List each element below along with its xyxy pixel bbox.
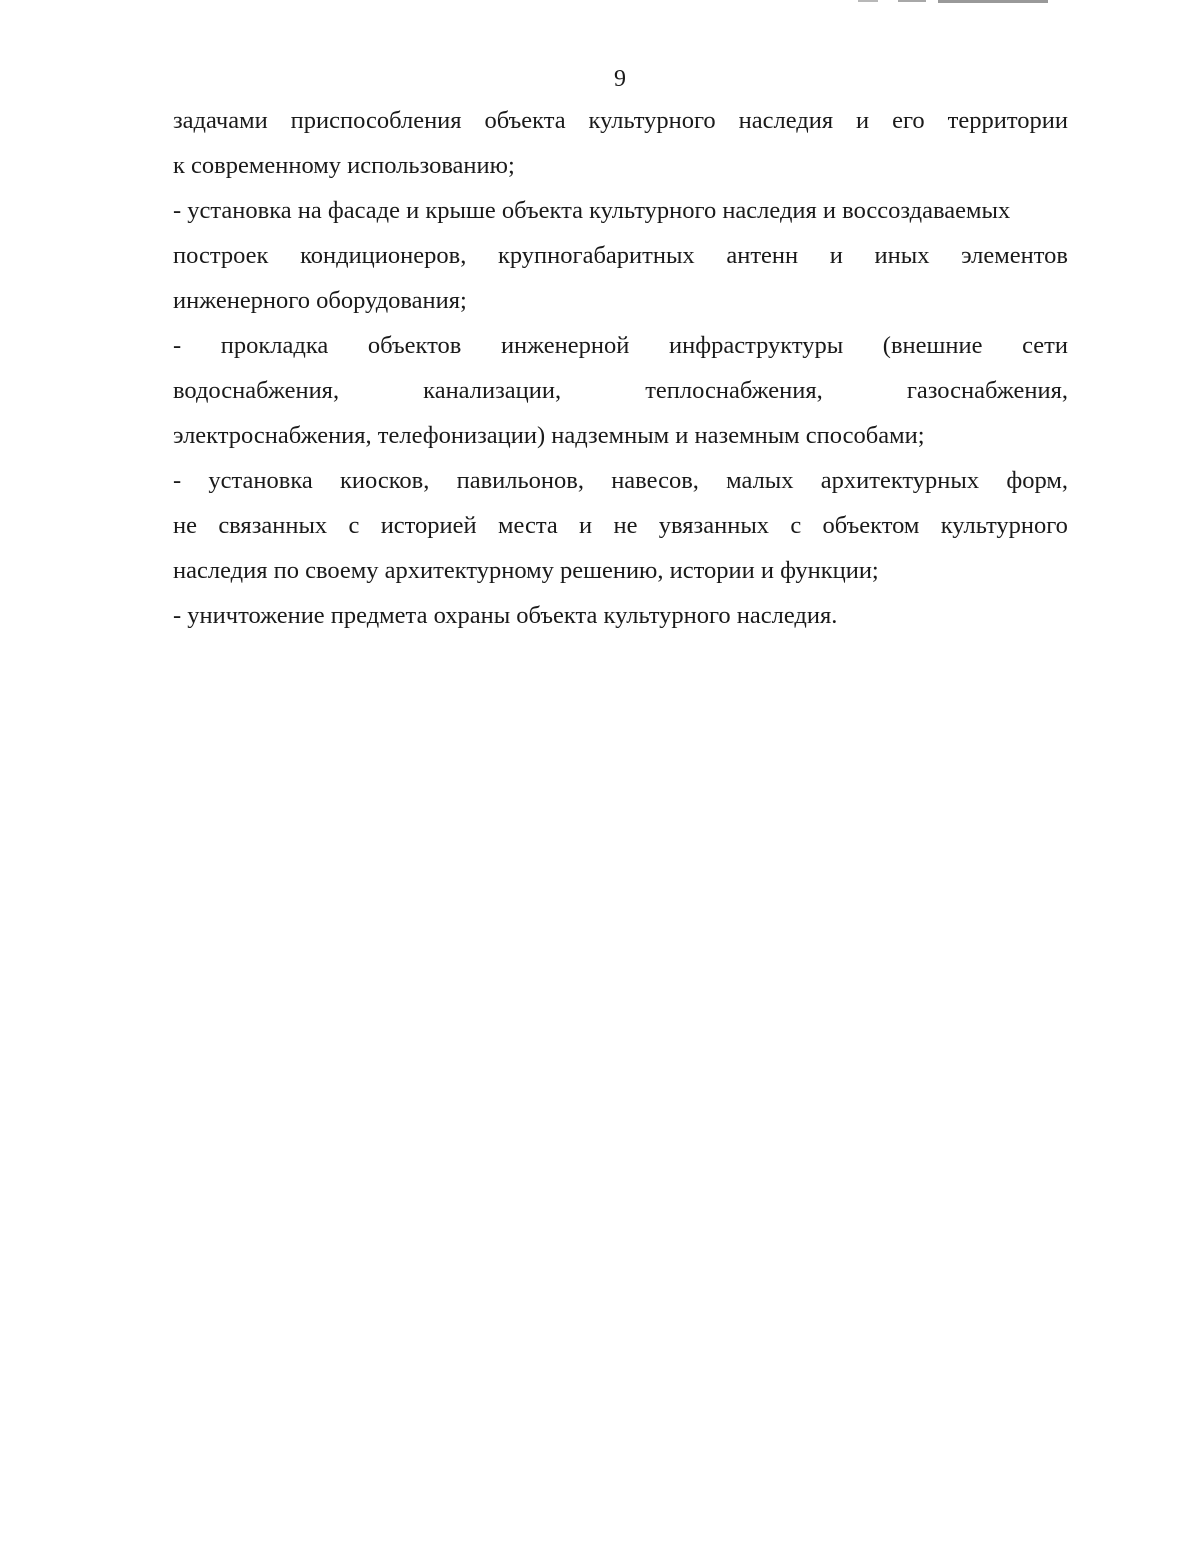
text-line: - уничтожение предмета охраны объекта культурного наследия. bbox=[173, 602, 838, 629]
word: форм, bbox=[1006, 467, 1068, 494]
word: связанных bbox=[218, 512, 328, 539]
word: канализации, bbox=[423, 377, 562, 404]
word: увязанных bbox=[658, 512, 770, 539]
word: прокладка bbox=[220, 332, 329, 359]
word: малых bbox=[726, 467, 794, 494]
scan-edge-mark bbox=[858, 0, 1054, 4]
word: историей bbox=[380, 512, 477, 539]
text-line: наследия по своему архитектурному решению, истории и функции; bbox=[173, 557, 879, 584]
text-line: электроснабжения, телефонизации) надземным и наземным способами; bbox=[173, 422, 925, 449]
word: задачами bbox=[173, 107, 268, 134]
word: иных bbox=[874, 242, 930, 269]
word: киосков, bbox=[339, 467, 430, 494]
word: теплоснабжения, bbox=[645, 377, 823, 404]
word: культурного bbox=[588, 107, 716, 134]
word: объектов bbox=[367, 332, 462, 359]
word: не bbox=[613, 512, 638, 539]
word: крупногабаритных bbox=[497, 242, 695, 269]
word: элементов bbox=[961, 242, 1068, 269]
word: архитектурных bbox=[820, 467, 980, 494]
text-line: - установка на фасаде и крыше объекта культурного наследия и воссоздаваемых bbox=[173, 197, 1011, 224]
word: (внешние bbox=[882, 332, 983, 359]
text-line bbox=[173, 458, 1068, 503]
text-line bbox=[173, 503, 1068, 548]
paragraph bbox=[173, 188, 1068, 323]
text-line bbox=[173, 368, 1068, 413]
word: не bbox=[173, 512, 197, 539]
document-body bbox=[173, 98, 1068, 638]
word: установка bbox=[208, 467, 313, 494]
word: места bbox=[497, 512, 558, 539]
word: культурного bbox=[940, 512, 1068, 539]
word: - bbox=[173, 467, 182, 494]
word: сети bbox=[1022, 332, 1068, 359]
word: газоснабжения, bbox=[906, 377, 1068, 404]
word: территории bbox=[947, 107, 1068, 134]
word: объектом bbox=[822, 512, 920, 539]
text-line: инженерного оборудования; bbox=[173, 287, 467, 314]
word: водоснабжения, bbox=[173, 377, 340, 404]
word: и bbox=[579, 512, 593, 539]
word: с bbox=[348, 512, 360, 539]
paragraph bbox=[173, 98, 1068, 188]
word: навесов, bbox=[611, 467, 699, 494]
word: инфраструктуры bbox=[668, 332, 844, 359]
word: антенн bbox=[726, 242, 799, 269]
word: и bbox=[829, 242, 843, 269]
word: приспособления bbox=[290, 107, 462, 134]
word: инженерной bbox=[500, 332, 630, 359]
word: его bbox=[892, 107, 925, 134]
word: с bbox=[790, 512, 802, 539]
page-number: 9 bbox=[614, 66, 626, 92]
text-line: к современному использованию; bbox=[173, 152, 515, 179]
word: павильонов, bbox=[456, 467, 584, 494]
paragraph bbox=[173, 593, 1068, 638]
text-line bbox=[173, 233, 1068, 278]
word: - bbox=[173, 332, 182, 359]
text-line bbox=[173, 98, 1068, 143]
word: кондиционеров, bbox=[300, 242, 467, 269]
paragraph bbox=[173, 323, 1068, 458]
word: наследия bbox=[738, 107, 834, 134]
word: построек bbox=[173, 242, 269, 269]
word: объекта bbox=[484, 107, 566, 134]
text-line bbox=[173, 323, 1068, 368]
word: и bbox=[856, 107, 870, 134]
paragraph bbox=[173, 458, 1068, 593]
